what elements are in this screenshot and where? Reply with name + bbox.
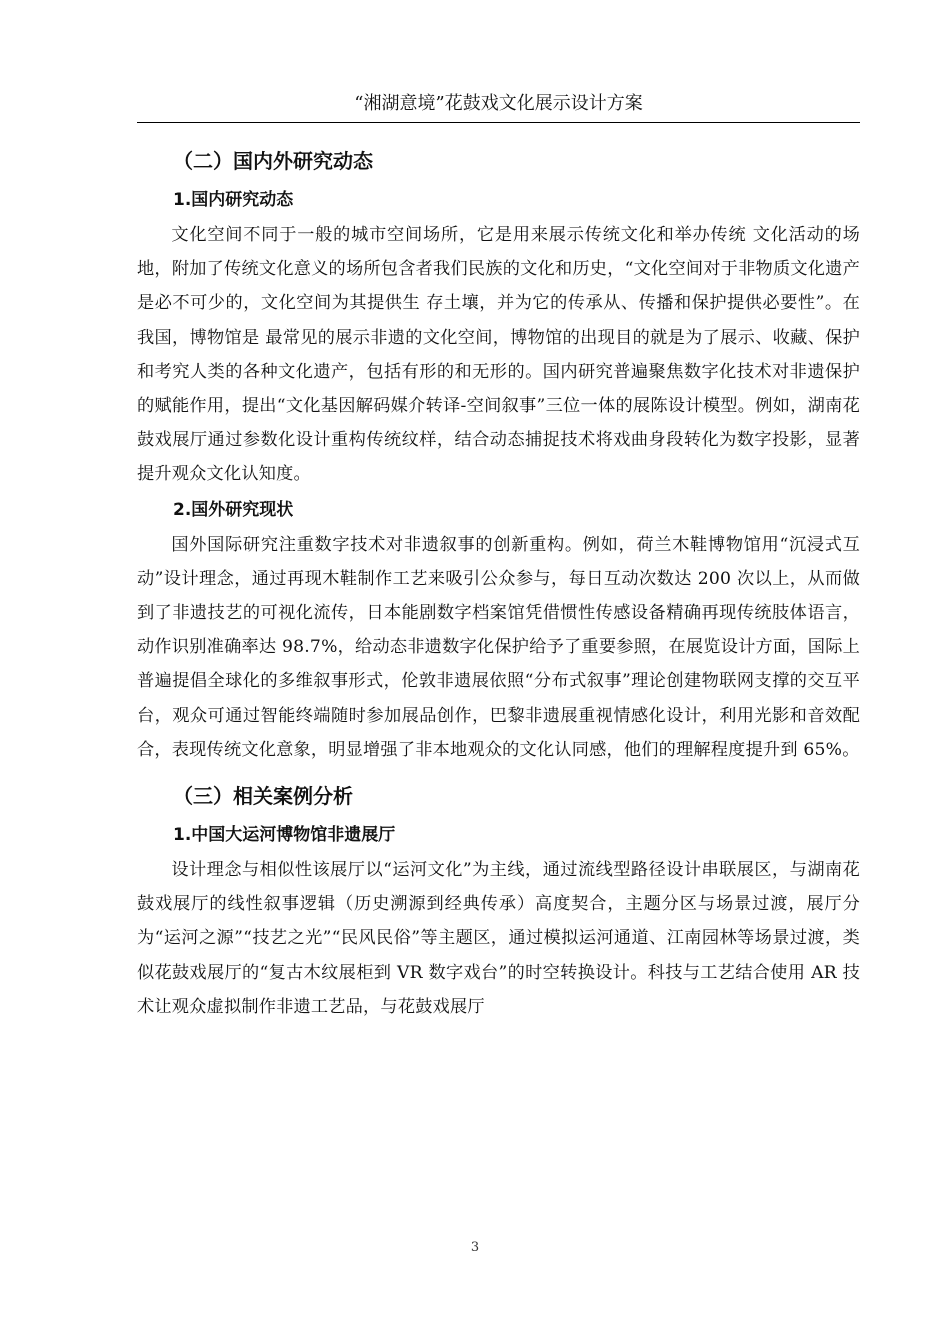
section-heading-research-trends: （二）国内外研究动态 bbox=[173, 149, 373, 173]
section-heading-case-analysis: （三）相关案例分析 bbox=[173, 784, 353, 809]
subheading-grand-canal-museum: 1.中国大运河博物馆非遗展厅 bbox=[173, 825, 396, 846]
subheading-domestic-research: 1.国内研究动态 bbox=[173, 190, 294, 210]
header-rule bbox=[137, 122, 860, 123]
page-number: 3 bbox=[470, 1240, 480, 1255]
page-body bbox=[137, 140, 860, 1024]
running-header: “湘湖意境”花鼓戏文化展示设计方案 bbox=[354, 93, 643, 114]
paragraph-foreign-research: 国外国际研究注重数字技术对非遗叙事的创新重构。例如，荷兰木鞋博物馆用“沉浸式互动”设计理念，通过再现木鞋制作工艺来吸引公众参与，每日互动次数达 200 次以上，从而做到了非遗技艺的可视化流传，日本能剧数字档案馆凭借惯性传感设备精确再现传统肢体语言，动作识别准确率达 98.7%，给动态非遗数字化保护给予了重要参照，在展览设计方面，国际上普遍提倡全球化的多维叙事形式，伦敦非遗展依照“分布式叙事”理论创建物联网支撑的交互平台，观众可通过智能终端随时参加展品创作，巴黎非遗展重视情感化设计，利用光影和音效配合，表现传统文化意象，明显增强了非本地观众的文化认同感，他们的理解程度提升到 65%。 bbox=[137, 534, 860, 760]
subheading-foreign-research: 2.国外研究现状 bbox=[173, 499, 294, 520]
paragraph-grand-canal-museum: 设计理念与相似性该展厅以“运河文化”为主线，通过流线型路径设计串联展区，与湖南花鼓戏展厅的线性叙事逻辑（历史溯源到经典传承）高度契合，主题分区与场景过渡，展厅分为“运河之源”“技艺之光”“民风民俗”等主题区，通过模拟运河通道、江南园林等场景过渡，类似花鼓戏展厅的“复古木纹展柜到 VR 数字戏台”的时空转换设计。科技与工艺结合使用 AR 技术让观众虚拟制作非遗工艺品，与花鼓戏展厅 bbox=[137, 860, 860, 1017]
paragraph-domestic-research: 文化空间不同于一般的城市空间场所，它是用来展示传统文化和举办传统 文化活动的场地，附加了传统文化意义的场所包含者我们民族的文化和历史，“文化空间对于非物质文化遗产是必不可少的，文化空间为其提供生 存土壤，并为它的传承从、传播和保护提供必要性”。在我国，博物馆是 最常见的展示非遗的文化空间，博物馆的出现目的就是为了展示、收藏、保护和考究人类的各种文化遗产，包括有形的和无形的。国内研究普遍聚焦数字化技术对非遗保护的赋能作用，提出“文化基因解码媒介转译-空间叙事”三位一体的展陈设计模型。例如，湖南花鼓戏展厅通过参数化设计重构传统纹样，结合动态捕捉技术将戏曲身段转化为数字投影，显著提升观众文化认知度。 bbox=[137, 225, 860, 485]
